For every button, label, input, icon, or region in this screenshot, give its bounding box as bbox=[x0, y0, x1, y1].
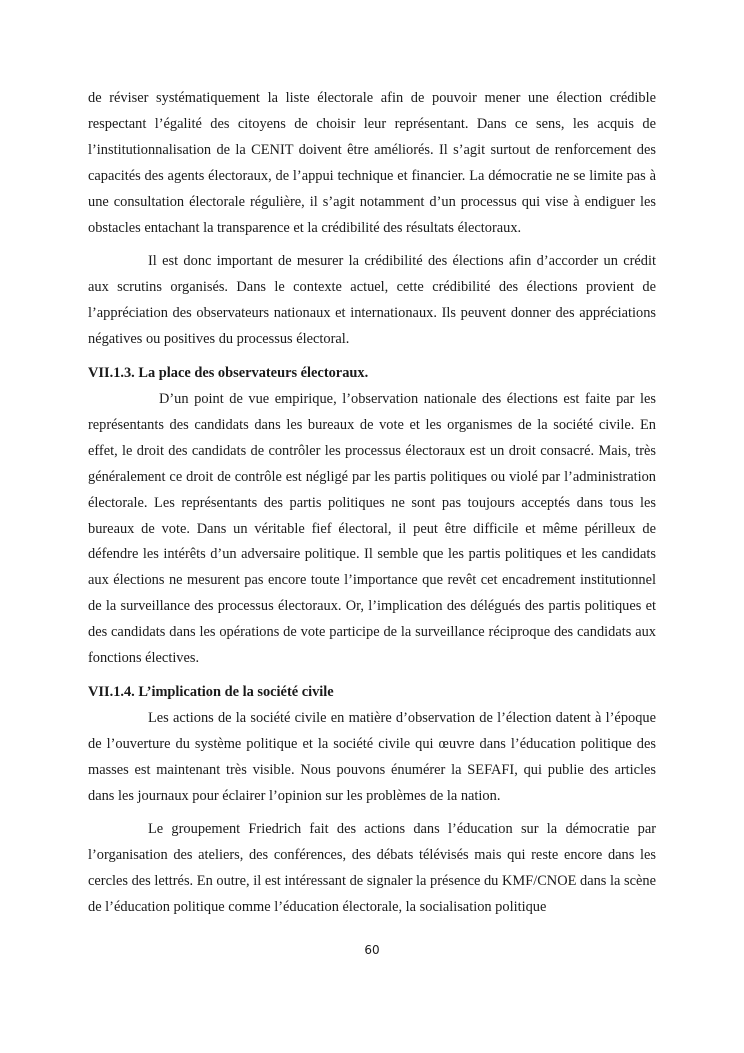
paragraph-friedrich-group: Le groupement Friedrich fait des actions dans l’éducation sur la démocratie par l’organisation des ateliers, des conférences, des débats télévisés mais qui reste encore dans les cercles des lettrés. En outre, il est intéressant de signaler la présence du KMF/CNOE dans la scène de l’éducation politique comme l’éducation électorale, la socialisation politique bbox=[88, 821, 656, 916]
paragraph-electoral-list: de réviser systématiquement la liste électorale afin de pouvoir mener une élection crédible respectant l’égalité des citoyens de choisir leur représentant. Dans ce sens, les acquis de l’institutionnalisation de la CENIT doivent être améliorés. Il s’agit surtout de renforcement des capacités des agents électoraux, de l’appui technique et financier. La démocratie ne se limite pas à une consultation électorale régulière, il s’agit notamment d’un processus qui vise à endiguer les obstacles entachant la transparence et la crédibilité des résultats électoraux. bbox=[88, 90, 656, 236]
section-heading-civil-society: VII.1.4. L’implication de la société civile bbox=[88, 683, 334, 700]
paragraph-election-credibility: Il est donc important de mesurer la crédibilité des élections afin d’accorder un crédit aux scrutins organisés. Dans le contexte actuel, cette crédibilité des élections provient de l’appréciation des observateurs nationaux et internationaux. Ils peuvent donner des appréciations négatives ou positives du processus électoral. bbox=[88, 253, 656, 348]
paragraph-civil-society-actions: Les actions de la société civile en matière d’observation de l’élection datent à l’époque de l’ouverture du système politique et la société civile qui œuvre dans l’éducation politique des masses est maintenant très visible. Nous pouvons énumérer la SEFAFI, qui publie des articles dans les journaux pour éclairer l’opinion sur les problèmes de la nation. bbox=[88, 709, 656, 804]
paragraph-national-observation: D’un point de vue empirique, l’observation nationale des élections est faite par les représentants des candidats dans les bureaux de vote et les organismes de la société civile. En effet, le droit des candidats de contrôler les processus électoraux est un droit consacré. Mais, très généralement ce droit de contrôle est négligé par les partis politiques ou violé par l’administration électorale. Les représentants des partis politiques ne sont pas toujours acceptés dans tous les bureaux de vote. Dans un véritable fief électoral, il peut être difficile et même périlleux de défendre les intérêts d’un adversaire politique. Il semble que les partis politiques et les candidats aux élections ne mesurent pas encore toute l’importance que revêt cet encadrement institutionnel de la surveillance des processus électoraux. Or, l’implication des délégués des partis politiques et des candidats dans les opérations de vote participe de la surveillance réciproque des candidats aux fonctions électives. bbox=[88, 390, 656, 667]
page-number: 60 bbox=[364, 943, 380, 957]
page-body bbox=[88, 86, 656, 929]
section-heading-observers: VII.1.3. La place des observateurs électoraux. bbox=[88, 365, 369, 382]
